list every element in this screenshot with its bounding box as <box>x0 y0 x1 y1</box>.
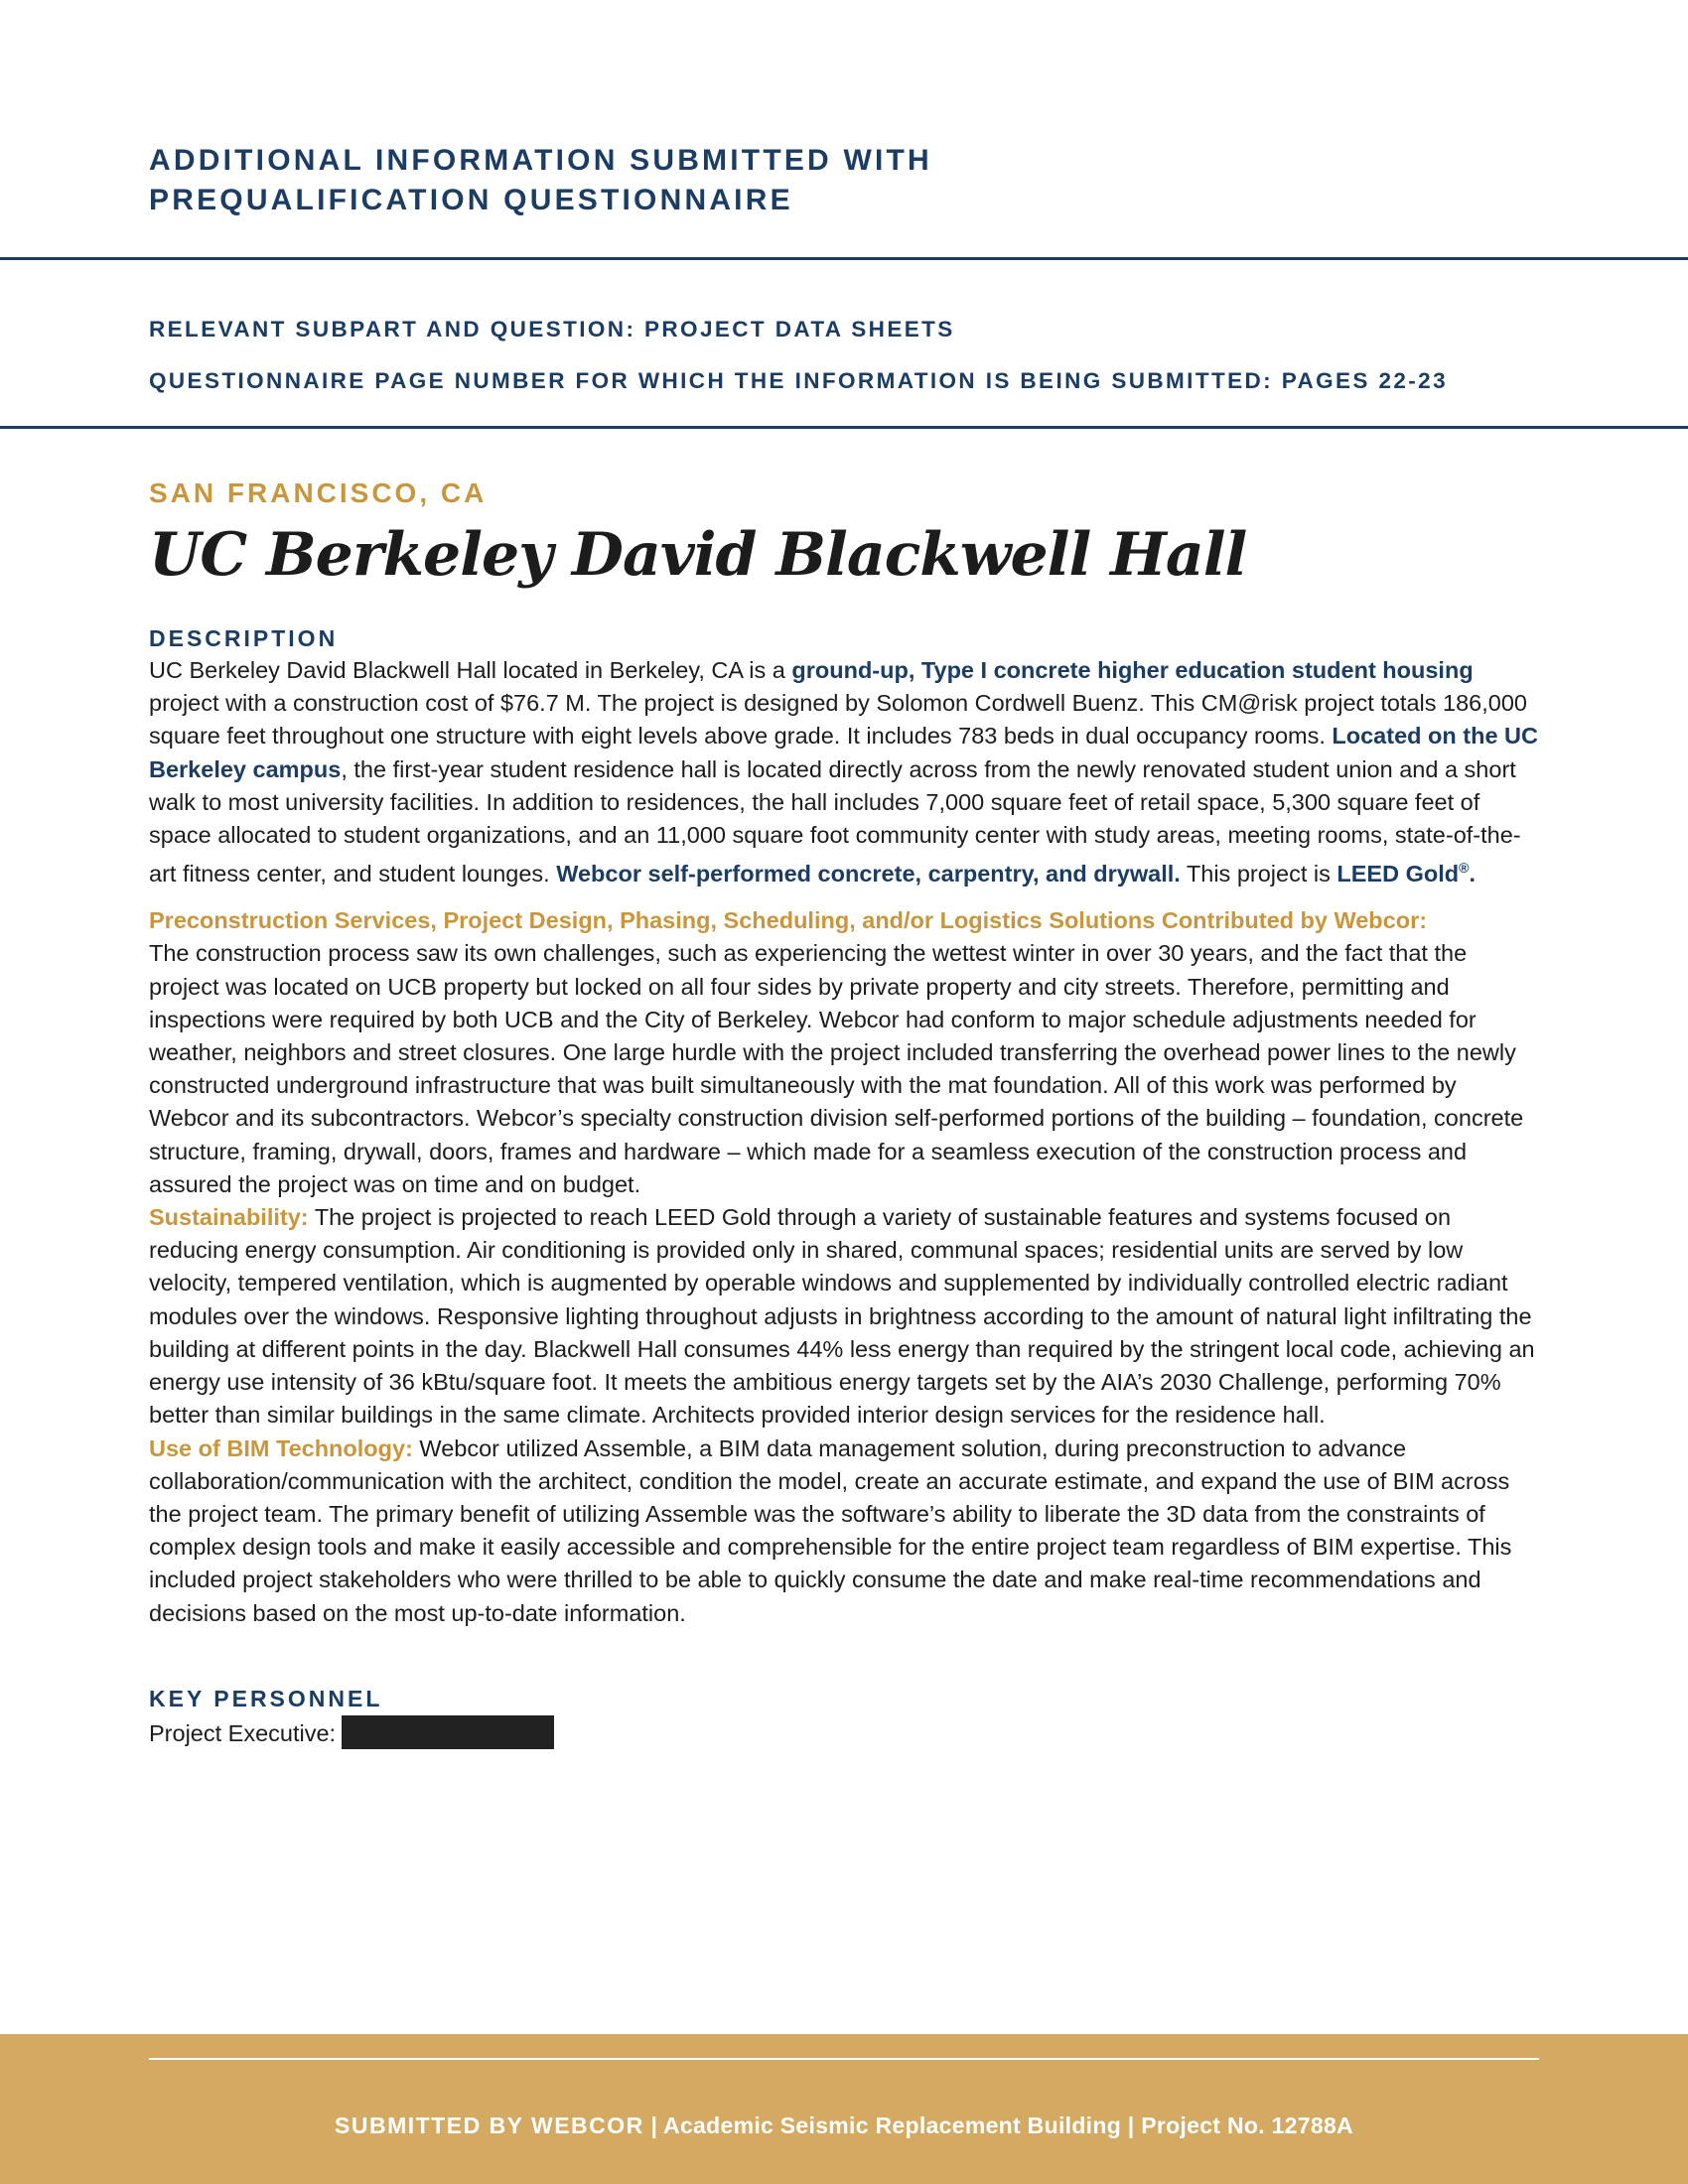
footer-project-number: Project No. 12788A <box>1141 2113 1353 2138</box>
project-title: UC Berkeley David Blackwell Hall <box>149 520 1247 590</box>
desc-highlight-campus: Located on the UC Berkeley campus <box>149 723 1538 782</box>
desc-text: , the first-year student residence hall is located directly across from the newly renovated student union and a short walk to most university facilities. In addition to residences, the hall includes 7,000 square feet of retail space, 5,300 square feet of space allocated to student organizations, and an 11,000 square foot community center with study areas, meeting rooms, state-of-the-art fitness center, and student lounges. <box>149 755 1521 887</box>
footer-submitted-by: SUBMITTED BY WEBCOR <box>335 2113 644 2138</box>
desc-highlight-housing: ground-up, Type I concrete higher education student housing <box>791 657 1474 683</box>
preconstruction-text: The construction process saw its own challenges, such as experiencing the wettest winter in over 30 years, and the fact that the project was located on UCB property but locked on all four sides by private property and city streets. Therefore, permitting and inspections were required by both UCB and the City of Berkeley. Webcor had conform to major schedule adjustments needed for weather, neighbors and street closures. One large hurdle with the project included transferring the overhead power lines to the newly constructed underground infrastructure that was built simultaneously with the mat foundation. All of this work was performed by Webcor and its subcontractors. Webcor’s specialty construction division self-performed portions of the building – foundation, concrete structure, framing, drywall, doors, frames and hardware – which made for a seamless execution of the construction process and assured the project was on time and on budget. <box>149 940 1524 1197</box>
main-content <box>149 474 1539 1750</box>
footer-divider <box>149 2058 1539 2060</box>
footer-separator: | <box>643 2113 664 2138</box>
description-paragraph <box>149 654 1539 890</box>
preconstruction-label: Preconstruction Services, Project Design, Phasing, Scheduling, and/or Logistics Solutions Contributed by Webcor: <box>149 907 1428 934</box>
desc-text: UC Berkeley David Blackwell Hall located in Berkeley, CA is a <box>149 657 792 683</box>
header-title-line1: ADDITIONAL INFORMATION SUBMITTED WITH <box>149 144 932 177</box>
preconstruction-paragraph <box>149 904 1539 1629</box>
sustainability-text: The project is projected to reach LEED Gold through a variety of sustainable features and systems focused on reducing energy consumption. Air conditioning is provided only in shared, communal spaces; residential units are served by low velocity, tempered ventilation, which is augmented by operable windows and supplemented by individually controlled electric radiant modules over the windows. Responsive lighting throughout adjusts in brightness according to the amount of natural light infiltrating the building at different points in the day. Blackwell Hall consumes 44% less energy than required by the stringent local code, achieving an energy use intensity of 36 kBtu/square foot. It meets the ambitious energy targets set by the AIA’s 2030 Challenge, performing 70% better than similar buildings in the same climate. Architects provided interior design services for the residence hall. <box>149 1204 1535 1429</box>
subpart-info <box>149 304 1589 407</box>
sustainability-label: Sustainability: <box>149 1204 309 1231</box>
footer-band <box>0 2034 1688 2184</box>
document-header <box>149 141 1539 220</box>
redacted-name-block <box>342 1715 554 1749</box>
description-heading: DESCRIPTION <box>149 625 339 651</box>
header-title-line2: PREQUALIFICATION QUESTIONNAIRE <box>149 184 793 216</box>
header-divider-top <box>0 257 1688 260</box>
desc-text: project with a construction cost of $76.7 M. The project is designed by Solomon Cordwell Buenz. This CM@risk project totals 186,000 square feet throughout one structure with eight levels above grade. It includes 783 beds in dual occupancy rooms. <box>149 690 1527 750</box>
desc-text: . <box>1469 861 1476 887</box>
project-location: SAN FRANCISCO, CA <box>149 478 488 508</box>
desc-highlight-self-performed: Webcor self-performed concrete, carpentry, and drywall. <box>556 861 1181 887</box>
subpart-question: RELEVANT SUBPART AND QUESTION: PROJECT DATA SHEETS <box>149 317 955 341</box>
key-personnel-heading: KEY PERSONNEL <box>149 1685 383 1711</box>
registered-mark: ® <box>1459 860 1470 877</box>
questionnaire-page-number: QUESTIONNAIRE PAGE NUMBER FOR WHICH THE INFORMATION IS BEING SUBMITTED: PAGES 22-23 <box>149 368 1449 393</box>
footer-separator: | <box>1121 2113 1142 2138</box>
bim-text: Webcor utilized Assemble, a BIM data management solution, during preconstruction to advance collaboration/communication with the architect, condition the model, create an accurate estimate, and expand the use of BIM across the project team. The primary benefit of utilizing Assemble was the software’s ability to liberate the 3D data from the constraints of complex design tools and make it easily accessible and comprehensible for the entire project team regardless of BIM expertise. This included project stakeholders who were thrilled to be able to quickly consume the date and make real-time recommendations and decisions based on the most up-to-date information. <box>149 1434 1512 1626</box>
header-divider-bottom <box>0 426 1688 429</box>
project-executive-row <box>149 1715 1539 1750</box>
bim-label: Use of BIM Technology: <box>149 1434 413 1461</box>
footer-text <box>0 2113 1688 2139</box>
footer-building-name: Academic Seismic Replacement Building <box>663 2113 1122 2138</box>
project-executive-label: Project Executive: <box>149 1719 337 1746</box>
desc-highlight-leed: LEED Gold <box>1336 861 1460 887</box>
desc-text: This project is <box>1180 861 1337 887</box>
